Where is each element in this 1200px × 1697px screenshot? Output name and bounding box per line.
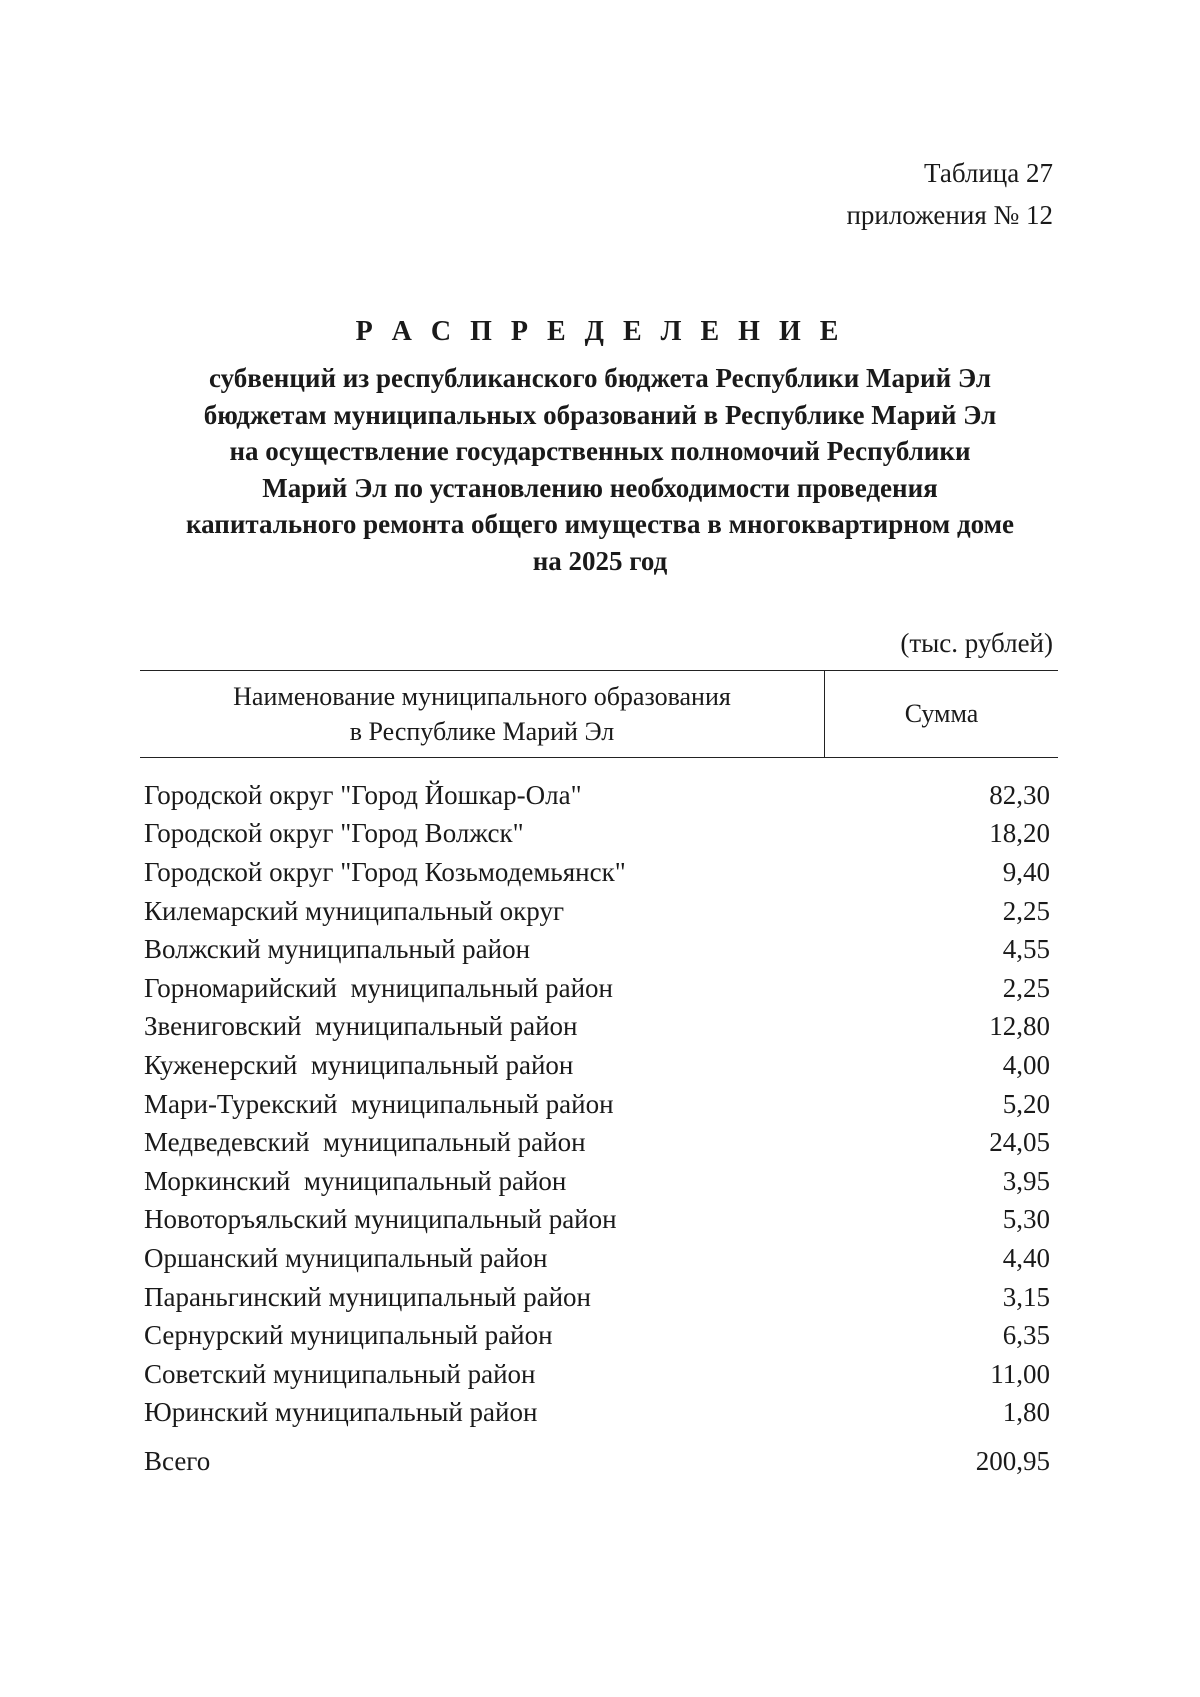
units-label: (тыс. рублей) — [900, 628, 1053, 658]
row-value: 18,20 — [989, 818, 1050, 849]
row-name: Волжский муниципальный район — [144, 934, 531, 965]
title-line: бюджетам муниципальных образований в Республике Марий Эл — [203, 399, 997, 430]
distribution-table — [140, 670, 1058, 1481]
row-name: Горномарийский муниципальный район — [144, 972, 613, 1003]
appendix-number: приложения № 12 — [846, 200, 1053, 230]
row-value: 3,15 — [1002, 1281, 1050, 1312]
row-name: Городской округ "Город Йошкар-Ола" — [144, 779, 582, 810]
table-row — [140, 1394, 1058, 1433]
row-value: 2,25 — [1002, 972, 1050, 1003]
row-value: 1,80 — [1002, 1397, 1050, 1428]
row-value: 2,25 — [1002, 895, 1050, 926]
row-value: 12,80 — [989, 1011, 1050, 1042]
row-name: Мари-Турекский муниципальный район — [144, 1088, 614, 1119]
row-name: Городской округ "Город Волжск" — [144, 818, 524, 849]
row-name: Звениговский муниципальный район — [144, 1011, 578, 1042]
title-line: капитального ремонта общего имущества в многоквартирном доме — [186, 509, 1014, 539]
row-value: 5,20 — [1002, 1088, 1050, 1119]
total-value: 200,95 — [975, 1445, 1050, 1476]
document-title — [140, 312, 1060, 579]
row-value: 4,00 — [1002, 1049, 1050, 1080]
table-row — [140, 1046, 1058, 1085]
row-value: 5,30 — [1002, 1204, 1050, 1235]
table-row — [140, 1201, 1058, 1240]
table-row — [140, 1355, 1058, 1394]
table-row — [140, 1085, 1058, 1124]
total-label: Всего — [144, 1445, 211, 1476]
row-value: 82,30 — [989, 779, 1050, 810]
row-value: 6,35 — [1002, 1320, 1050, 1351]
table-row — [140, 969, 1058, 1008]
table-row — [140, 1278, 1058, 1317]
column-header-name — [140, 671, 825, 757]
row-value: 24,05 — [989, 1127, 1050, 1158]
row-name: Куженерский муниципальный район — [144, 1049, 574, 1080]
table-row — [140, 1123, 1058, 1162]
row-value: 3,95 — [1002, 1165, 1050, 1196]
row-name: Новоторъяльский муниципальный район — [144, 1204, 617, 1235]
total-row — [140, 1442, 1058, 1481]
table-row — [140, 930, 1058, 969]
table-body — [140, 776, 1058, 1481]
row-value: 4,55 — [1002, 934, 1050, 965]
row-name: Советский муниципальный район — [144, 1358, 536, 1389]
table-reference — [846, 152, 1053, 236]
row-name: Сернурский муниципальный район — [144, 1320, 553, 1351]
row-name: Моркинский муниципальный район — [144, 1165, 567, 1196]
row-value: 4,40 — [1002, 1242, 1050, 1273]
title-line: Марий Эл по установлению необходимости проведения — [262, 472, 938, 503]
table-row — [140, 1239, 1058, 1278]
title-line: субвенций из республиканского бюджета Республики Марий Эл — [208, 363, 992, 393]
title-line: на 2025 год — [532, 545, 668, 576]
row-name: Городской округ "Город Козьмодемьянск" — [144, 856, 626, 887]
table-row — [140, 892, 1058, 931]
table-row — [140, 1008, 1058, 1047]
title-line: на осуществление государственных полномочий Республики — [229, 436, 971, 466]
row-name: Медведевский муниципальный район — [144, 1127, 586, 1158]
table-row — [140, 853, 1058, 892]
table-row — [140, 1162, 1058, 1201]
table-row — [140, 815, 1058, 854]
row-name: Параньгинский муниципальный район — [144, 1281, 591, 1312]
table-row — [140, 776, 1058, 815]
table-number: Таблица 27 — [924, 158, 1053, 188]
title-heading: Р А С П Р Е Д Е Л Е Н И Е — [355, 316, 845, 347]
row-name: Оршанский муниципальный район — [144, 1242, 548, 1273]
row-name: Килемарский муниципальный округ — [144, 895, 565, 926]
row-value: 9,40 — [1002, 856, 1050, 887]
row-name: Юринский муниципальный район — [144, 1397, 538, 1428]
column-header-name-line1: Наименование муниципального образования — [233, 682, 731, 711]
table-row — [140, 1316, 1058, 1355]
column-header-sum: Сумма — [904, 699, 979, 728]
column-header-name-line2: в Республике Марий Эл — [349, 717, 615, 746]
table-header — [140, 670, 1058, 758]
row-value: 11,00 — [990, 1358, 1050, 1389]
